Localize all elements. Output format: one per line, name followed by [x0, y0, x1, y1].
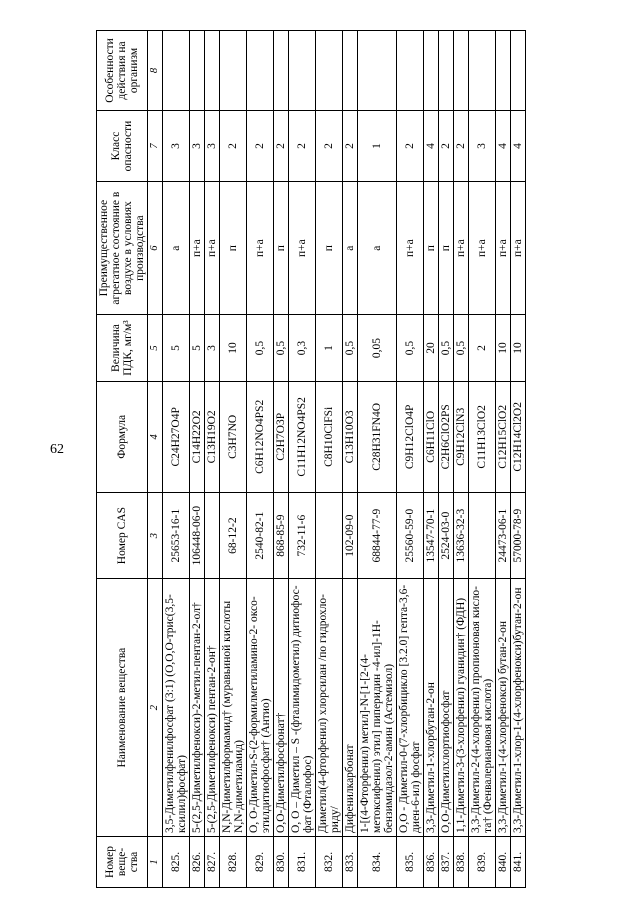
- col-header-state: Преимущественное агрегатное состояние в воздухе в условиях производства: [97, 182, 148, 315]
- col-index: 5: [148, 315, 163, 382]
- page-number: 62: [50, 442, 64, 457]
- table-row: [163, 31, 190, 888]
- cell-number: 836.: [424, 836, 439, 887]
- cell-name: О,О - Диметил-0-(7-хлорбицикло [3.2.0] гепта-3,6-диен-6-ил) фосфат: [397, 579, 424, 837]
- table-row: [190, 31, 205, 888]
- cell-cas: 57000-78-9: [511, 492, 526, 579]
- cell-state: п+а: [469, 182, 496, 315]
- cell-formula: C6H12NO4PS2: [247, 381, 274, 492]
- cell-number: 841.: [511, 836, 526, 887]
- cell-number: 838.: [454, 836, 469, 887]
- col-header-class: Класс опасности: [97, 111, 148, 182]
- cell-number: 827.: [205, 836, 220, 887]
- table-row: [274, 31, 289, 888]
- col-index: 3: [148, 492, 163, 579]
- cell-number: 832.: [316, 836, 343, 887]
- cell-cas: 2540-82-1: [247, 492, 274, 579]
- cell-number: 826.: [190, 836, 205, 887]
- cell-number: 837.: [439, 836, 454, 887]
- table-row: [289, 31, 316, 888]
- cell-notes: [316, 31, 343, 111]
- cell-cas: [205, 492, 220, 579]
- cell-pdk: 2: [469, 315, 496, 382]
- col-header-formula: Формула: [97, 381, 148, 492]
- cell-notes: [190, 31, 205, 111]
- cell-name: 1-[(4-Фторфенил) метил]-N-[1-[2-(4-метоксифенил) этил] пиперидин -4-ил]-1H-бензимидазол-2-амин (Астемизол): [358, 579, 397, 837]
- cell-number: 840.: [496, 836, 511, 887]
- cell-pdk: 0,5: [439, 315, 454, 382]
- cell-formula: C9H12ClO4P: [397, 381, 424, 492]
- cell-cas: 106448-06-0: [190, 492, 205, 579]
- cell-notes: [289, 31, 316, 111]
- cell-state: п: [424, 182, 439, 315]
- cell-class: 2: [343, 111, 358, 182]
- cell-notes: [469, 31, 496, 111]
- cell-number: 839.: [469, 836, 496, 887]
- cell-number: 835.: [397, 836, 424, 887]
- cell-state: п+а: [247, 182, 274, 315]
- cell-state: п+а: [511, 182, 526, 315]
- cell-state: п+а: [496, 182, 511, 315]
- cell-formula: C6H11ClO: [424, 381, 439, 492]
- cell-pdk: 1: [316, 315, 343, 382]
- cell-number: 829.: [247, 836, 274, 887]
- cell-name: 3,3-Диметил-2-(4-хлорфенил) пропионовая кисло-та† (Фенвалериановая кислота): [469, 579, 496, 837]
- cell-notes: [343, 31, 358, 111]
- cell-state: п+а: [397, 182, 424, 315]
- col-index: 8: [148, 31, 163, 111]
- table-row: [343, 31, 358, 888]
- cell-name: О,О-Диметилфосфонат†: [274, 579, 289, 837]
- cell-cas: 732-11-6: [289, 492, 316, 579]
- cell-name: 3,3-Диметил-1-хлорбутан-2-он: [424, 579, 439, 837]
- cell-notes: [424, 31, 439, 111]
- cell-notes: [247, 31, 274, 111]
- cell-number: 825.: [163, 836, 190, 887]
- table-row: [439, 31, 454, 888]
- cell-cas: 25560-59-0: [397, 492, 424, 579]
- table-row: [424, 31, 439, 888]
- cell-name: Дифенилкарбонат: [343, 579, 358, 837]
- cell-notes: [496, 31, 511, 111]
- cell-class: 2: [274, 111, 289, 182]
- header-row: [97, 31, 148, 888]
- cell-name: 5-(2,5-Диметилфенокси) пентан-2-он†: [205, 579, 220, 837]
- cell-state: п+а: [289, 182, 316, 315]
- cell-pdk: 0,5: [397, 315, 424, 382]
- cell-pdk: 10: [220, 315, 247, 382]
- cell-number: 828.: [220, 836, 247, 887]
- cell-class: 1: [358, 111, 397, 182]
- cell-class: 4: [424, 111, 439, 182]
- table-row: [205, 31, 220, 888]
- cell-state: а: [358, 182, 397, 315]
- cell-formula: C2H7O3P: [274, 381, 289, 492]
- table-row: [220, 31, 247, 888]
- cell-class: 2: [289, 111, 316, 182]
- table-row: [247, 31, 274, 888]
- table-row: [454, 31, 469, 888]
- cell-class: 4: [496, 111, 511, 182]
- cell-notes: [511, 31, 526, 111]
- cell-pdk: 0,3: [289, 315, 316, 382]
- cell-formula: C24H27O4P: [163, 381, 190, 492]
- col-index: 2: [148, 579, 163, 837]
- cell-notes: [163, 31, 190, 111]
- cell-formula: C13H19O2: [205, 381, 220, 492]
- cell-class: 4: [511, 111, 526, 182]
- cell-formula: C8H10ClFSi: [316, 381, 343, 492]
- cell-state: п+а: [190, 182, 205, 315]
- cell-formula: C2H6ClO2PS: [439, 381, 454, 492]
- cell-cas: 13636-32-3: [454, 492, 469, 579]
- cell-name: 3,3-Диметил-1-хлор-1-(4-хлорфенокси)бутан-2-он: [511, 579, 526, 837]
- cell-cas: 2524-03-0: [439, 492, 454, 579]
- col-header-pdk: Величина ПДК, мг/м³: [97, 315, 148, 382]
- cell-state: п: [439, 182, 454, 315]
- cell-state: п+а: [454, 182, 469, 315]
- cell-state: п: [316, 182, 343, 315]
- cell-cas: 13547-70-1: [424, 492, 439, 579]
- cell-pdk: 0,5: [247, 315, 274, 382]
- cell-pdk: 5: [190, 315, 205, 382]
- cell-name: 3,5-Диметилфенилфосфат (3:1) (О,О,О-трис(3,5-ксилил)фосфат): [163, 579, 190, 837]
- cell-formula: C9H12ClN3: [454, 381, 469, 492]
- cell-pdk: 20: [424, 315, 439, 382]
- cell-cas: 24473-06-1: [496, 492, 511, 579]
- cell-pdk: 10: [496, 315, 511, 382]
- cell-cas: 25653-16-1: [163, 492, 190, 579]
- col-header-cas: Номер CAS: [97, 492, 148, 579]
- cell-state: п: [220, 182, 247, 315]
- col-index: 6: [148, 182, 163, 315]
- cell-state: п: [274, 182, 289, 315]
- col-header-notes: Особенности действия на организм: [97, 31, 148, 111]
- cell-class: 3: [205, 111, 220, 182]
- cell-name: О,О-Диметилхлортиофосфат: [439, 579, 454, 837]
- cell-cas: 68-12-2: [220, 492, 247, 579]
- cell-pdk: 10: [511, 315, 526, 382]
- cell-pdk: 0,5: [274, 315, 289, 382]
- column-index-row: [148, 31, 163, 888]
- cell-class: 3: [163, 111, 190, 182]
- col-header-name: Наименование вещества: [97, 579, 148, 837]
- cell-name: N,N-Диметилформамид† (муравьиной кислоты N,N-диметиламид): [220, 579, 247, 837]
- cell-cas: 68844-77-9: [358, 492, 397, 579]
- cell-name: О, О-Диметил-S-(2-формилметиламино-2- оксо-этилдитиофосфат† (Антио): [247, 579, 274, 837]
- cell-pdk: 0,5: [343, 315, 358, 382]
- cell-notes: [439, 31, 454, 111]
- cell-notes: [397, 31, 424, 111]
- rotated-table-wrapper: [96, 30, 620, 888]
- cell-class: 2: [454, 111, 469, 182]
- table-row: [316, 31, 343, 888]
- cell-name: 1,1-Диметил-3-(3-хлорфенил) гуанидин† (ФДН): [454, 579, 469, 837]
- cell-cas: 868-85-9: [274, 492, 289, 579]
- col-index: 1: [148, 836, 163, 887]
- cell-cas: 102-09-0: [343, 492, 358, 579]
- cell-class: 3: [190, 111, 205, 182]
- cell-cas: [316, 492, 343, 579]
- cell-formula: C13H10O3: [343, 381, 358, 492]
- cell-cas: [469, 492, 496, 579]
- cell-name: О, О – Диметил – S -(фталимидометил) дитиофос-фат (Фталофос): [289, 579, 316, 837]
- table-row: [511, 31, 526, 888]
- cell-class: 2: [316, 111, 343, 182]
- cell-number: 831.: [289, 836, 316, 887]
- cell-formula: C11H13ClO2: [469, 381, 496, 492]
- cell-class: 2: [247, 111, 274, 182]
- table-row: [358, 31, 397, 888]
- cell-state: п+а: [205, 182, 220, 315]
- cell-notes: [220, 31, 247, 111]
- cell-pdk: 5: [163, 315, 190, 382]
- cell-class: 2: [397, 111, 424, 182]
- cell-formula: C28H31FN4O: [358, 381, 397, 492]
- cell-class: 2: [439, 111, 454, 182]
- col-header-number: Номер веще-ства: [97, 836, 148, 887]
- cell-name: 5-(2,5-Диметилфенокси)-2-метил-пентан-2-ол†: [190, 579, 205, 837]
- table-body: [163, 31, 526, 888]
- cell-notes: [205, 31, 220, 111]
- cell-number: 833.: [343, 836, 358, 887]
- cell-class: 3: [469, 111, 496, 182]
- cell-number: 830.: [274, 836, 289, 887]
- cell-formula: C11H12NO4PS2: [289, 381, 316, 492]
- cell-formula: C14H22O2: [190, 381, 205, 492]
- cell-formula: C12H14Cl2O2: [511, 381, 526, 492]
- cell-formula: C3H7NO: [220, 381, 247, 492]
- cell-class: 2: [220, 111, 247, 182]
- cell-name: Диметил(4-фторфенил) хлорсилан /по гидрохло-риду/: [316, 579, 343, 837]
- table-row: [397, 31, 424, 888]
- cell-pdk: 0,05: [358, 315, 397, 382]
- table-row: [496, 31, 511, 888]
- cell-notes: [358, 31, 397, 111]
- col-index: 4: [148, 381, 163, 492]
- table-row: [469, 31, 496, 888]
- cell-notes: [454, 31, 469, 111]
- cell-formula: C12H15ClO2: [496, 381, 511, 492]
- cell-pdk: 0,5: [454, 315, 469, 382]
- cell-notes: [274, 31, 289, 111]
- col-index: 7: [148, 111, 163, 182]
- cell-pdk: 3: [205, 315, 220, 382]
- cell-state: а: [163, 182, 190, 315]
- substances-table: [96, 30, 526, 888]
- cell-state: а: [343, 182, 358, 315]
- cell-name: 3,3-Диметил-1-(4-хлорфенокси) бутан-2-он: [496, 579, 511, 837]
- cell-number: 834.: [358, 836, 397, 887]
